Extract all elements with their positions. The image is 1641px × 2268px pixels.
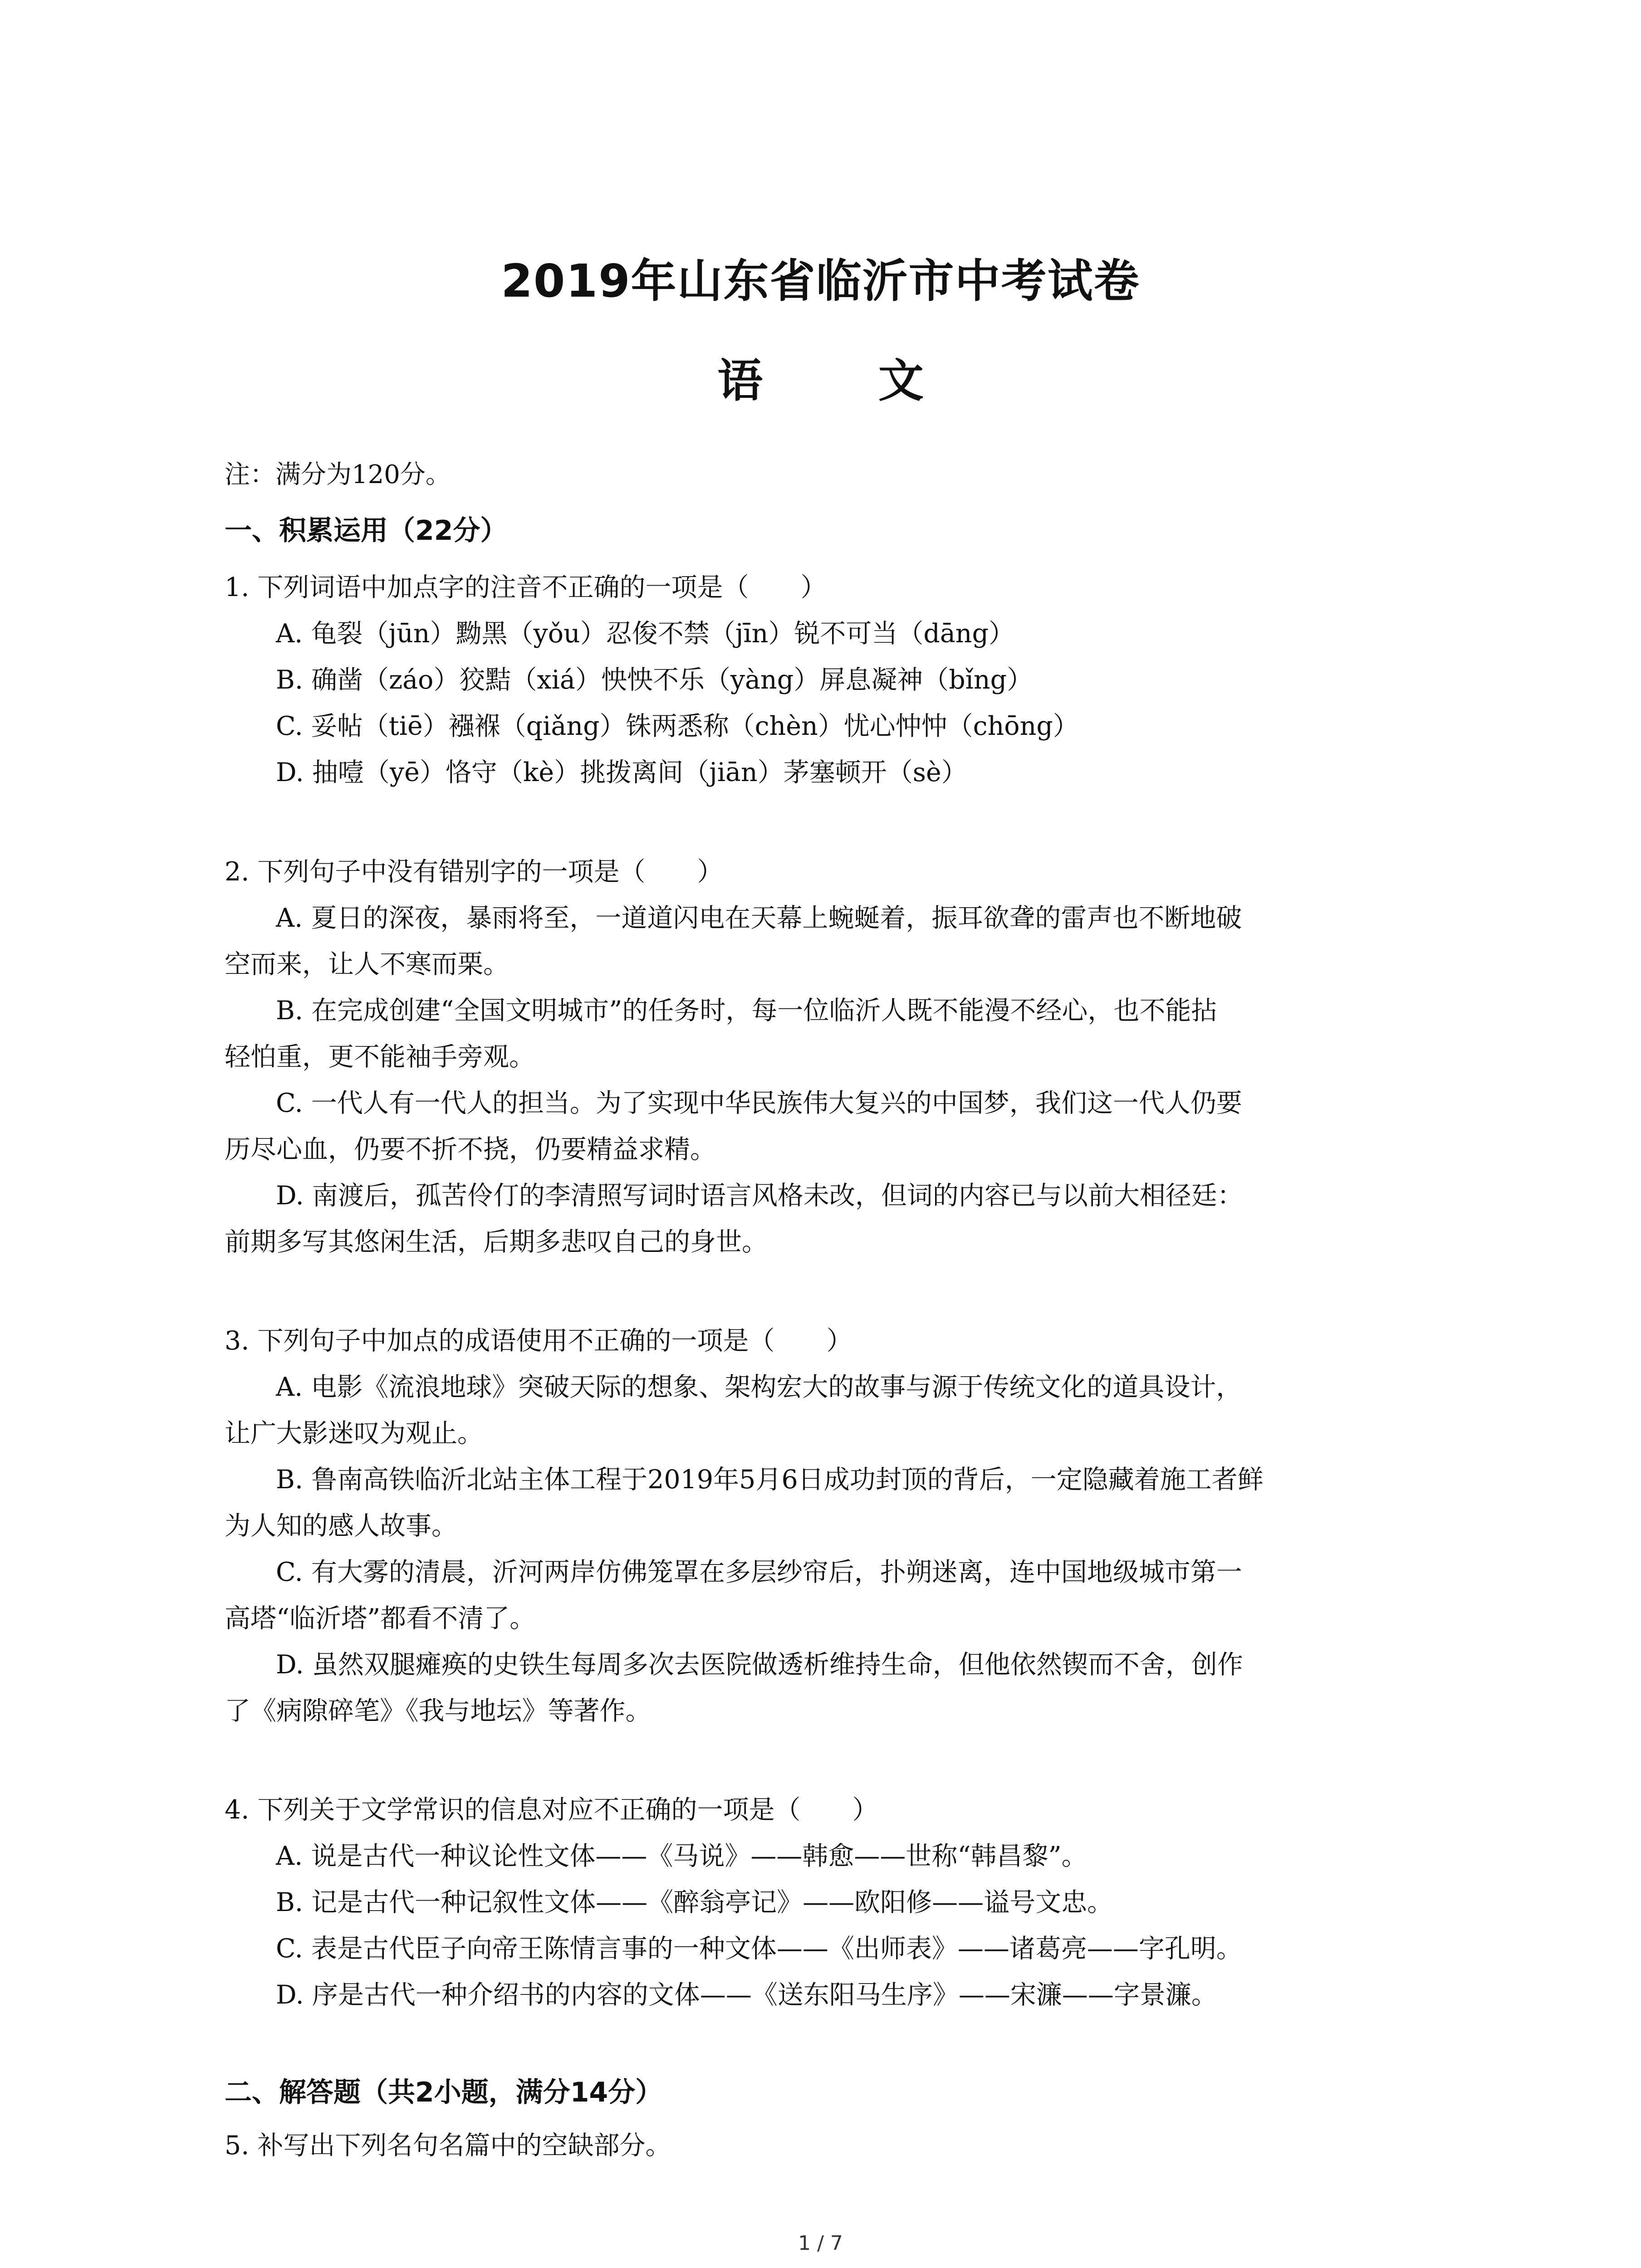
question-4-option-a: A. 说是古代一种议论性文体——《马说》——韩愈——世称“韩昌黎”。 — [276, 1841, 1087, 1871]
question-2-option-c-line1: C. 一代人有一代人的担当。为了实现中华民族伟大复兴的中国梦，我们这一代人仍要 — [276, 1088, 1242, 1118]
question-3-option-c-line1: C. 有大雾的清晨，沂河两岸仿佛笼罩在多层纱帘后，扑朔迷离，连中国地级城市第一 — [276, 1557, 1242, 1587]
page-number: 1 / 7 — [798, 2232, 843, 2255]
question-4-stem: 4. 下列关于文学常识的信息对应不正确的一项是（ ） — [225, 1795, 878, 1825]
question-1-option-d: D. 抽噎（yē）恪守（kè）挑拨离间（jiān）茅塞顿开（sè） — [276, 758, 967, 787]
subject-heading: 语 文 — [717, 354, 974, 407]
question-3-stem: 3. 下列句子中加点的成语使用不正确的一项是（ ） — [225, 1326, 852, 1356]
question-3-option-b-line2: 为人知的感人故事。 — [225, 1511, 457, 1541]
question-3-option-d-line1: D. 虽然双腿瘫痪的史铁生每周多次去医院做透析维持生命，但他依然锲而不舍，创作 — [276, 1650, 1243, 1680]
section-heading-2: 二、解答题（共2小题，满分14分） — [225, 2077, 663, 2108]
question-3-option-c-line2: 高塔“临沂塔”都看不清了。 — [225, 1603, 536, 1633]
exam-title: 2019年山东省临沂市中考试卷 — [501, 254, 1140, 308]
question-2-option-a-line2: 空而来，让人不寒而栗。 — [225, 949, 509, 979]
question-2-stem: 2. 下列句子中没有错别字的一项是（ ） — [225, 857, 723, 887]
question-5-stem: 5. 补写出下列名句名篇中的空缺部分。 — [225, 2131, 671, 2160]
question-3-option-d-line2: 了《病隙碎笔》《我与地坛》等著作。 — [225, 1696, 652, 1726]
question-2-option-b-line1: B. 在完成创建“全国文明城市”的任务时，每一位临沂人既不能漫不经心，也不能拈 — [276, 996, 1217, 1026]
question-3-option-a-line1: A. 电影《流浪地球》突破天际的想象、架构宏大的故事与源于传统文化的道具设计， — [276, 1372, 1242, 1402]
question-4-option-c: C. 表是古代臣子向帝王陈情言事的一种文体——《出师表》——诸葛亮——字孔明。 — [276, 1934, 1242, 1964]
question-1-option-a: A. 龟裂（jūn）黝黑（yǒu）忍俊不禁（jīn）锐不可当（dāng） — [276, 619, 1015, 649]
question-1-option-b: B. 确凿（záo）狡黠（xiá）怏怏不乐（yàng）屏息凝神（bǐng） — [276, 665, 1033, 695]
score-note: 注：满分为120分。 — [225, 460, 451, 489]
question-3-option-b-line1: B. 鲁南高铁临沂北站主体工程于2019年5月6日成功封顶的背后，一定隐藏着施工者鲜 — [276, 1465, 1264, 1495]
question-2-option-d-line1: D. 南渡后，孤苦伶仃的李清照写词时语言风格未改，但词的内容已与以前大相径廷： — [276, 1181, 1243, 1211]
question-2-option-b-line2: 轻怕重，更不能袖手旁观。 — [225, 1042, 535, 1072]
question-2-option-a-line1: A. 夏日的深夜，暴雨将至，一道道闪电在天幕上蜿蜒着，振耳欲聋的雷声也不断地破 — [276, 903, 1242, 933]
question-1-stem: 1. 下列词语中加点字的注音不正确的一项是（ ） — [225, 572, 827, 602]
question-4-option-d: D. 序是古代一种介绍书的内容的文体——《送东阳马生序》——宋濂——字景濂。 — [276, 1980, 1217, 2010]
question-2-option-c-line2: 历尽心血，仍要不折不挠，仍要精益求精。 — [225, 1134, 716, 1164]
question-4-option-b: B. 记是古代一种记叙性文体——《醉翁亭记》——欧阳修——谥号文忠。 — [276, 1887, 1113, 1917]
section-heading-1: 一、积累运用（22分） — [225, 515, 508, 547]
question-1-option-c: C. 妥帖（tiē）襁褓（qiǎng）铢两悉称（chèn）忧心忡忡（chōng） — [276, 711, 1079, 741]
question-3-option-a-line2: 让广大影迷叹为观止。 — [225, 1418, 483, 1448]
question-2-option-d-line2: 前期多写其悠闲生活，后期多悲叹自己的身世。 — [225, 1227, 768, 1257]
